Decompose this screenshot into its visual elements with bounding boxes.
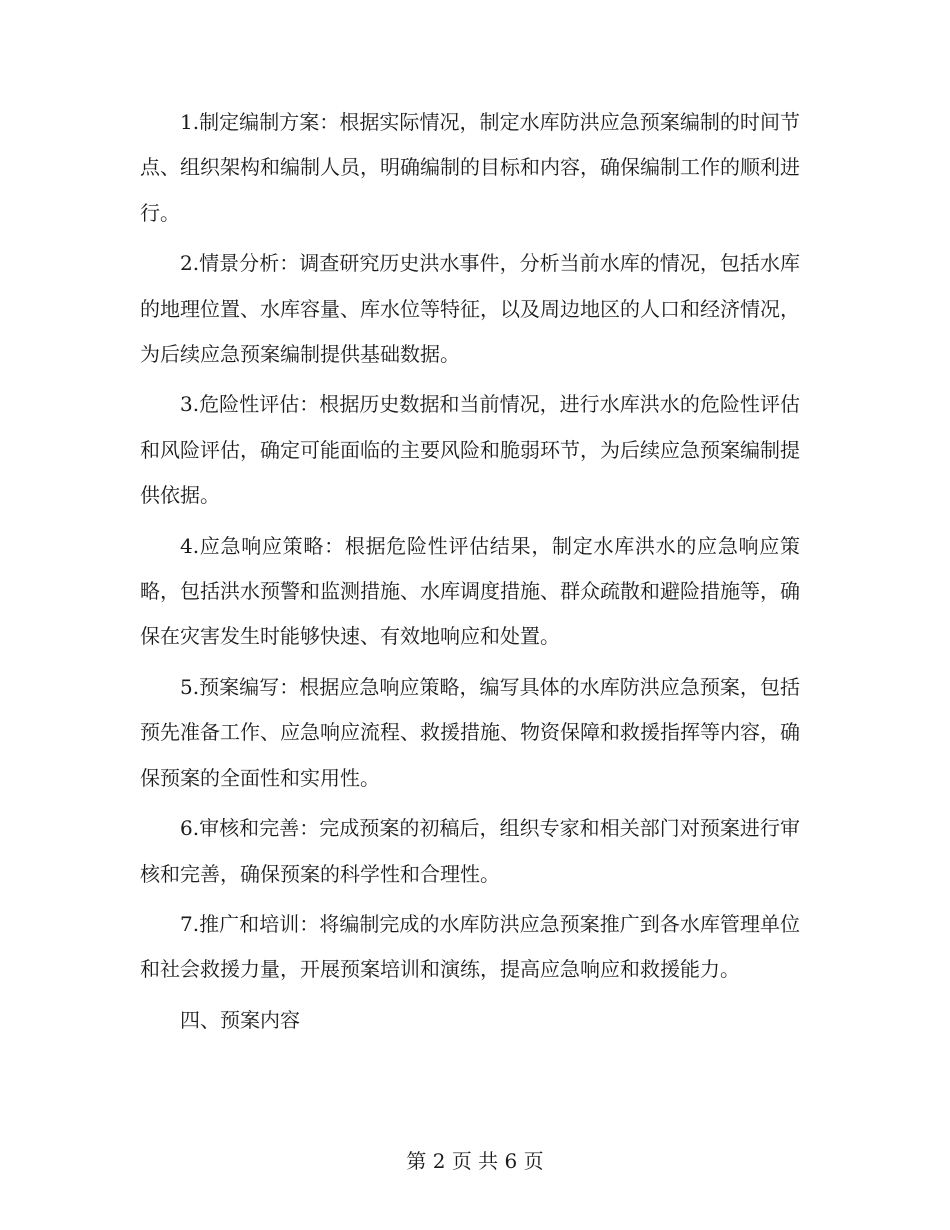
paragraph-step-3: 3.危险性评估：根据历史数据和当前情况，进行水库洪水的危险性评估和风险评估，确定可能面临的主要风险和脆弱环节，为后续应急预案编制提供依据。	[140, 392, 800, 508]
paragraph-step-4: 4.应急响应策略：根据危险性评估结果，制定水库洪水的应急响应策略，包括洪水预警和监测措施、水库调度措施、群众疏散和避险措施等，确保在灾害发生时能够快速、有效地响应和处置。	[140, 533, 800, 649]
document-body	[140, 100, 800, 1043]
paragraph-step-7: 7.推广和培训：将编制完成的水库防洪应急预案推广到各水库管理单位和社会救援力量，开展预案培训和演练，提高应急响应和救援能力。	[140, 911, 800, 982]
section-heading: 四、预案内容	[180, 1007, 300, 1032]
paragraph-step-1: 1.制定编制方案：根据实际情况，制定水库防洪应急预案编制的时间节点、组织架构和编制人员，明确编制的目标和内容，确保编制工作的顺利进行。	[140, 110, 800, 225]
paragraph-step-2: 2.情景分析：调查研究历史洪水事件，分析当前水库的情况，包括水库的地理位置、水库容量、库水位等特征，以及周边地区的人口和经济情况，为后续应急预案编制提供基础数据。	[140, 251, 800, 367]
page-number-footer: 第 2 页 共 6 页	[406, 1149, 544, 1173]
paragraph-step-5: 5.预案编写：根据应急响应策略，编写具体的水库防洪应急预案，包括预先准备工作、应急响应流程、救援措施、物资保障和救援指挥等内容，确保预案的全面性和实用性。	[140, 674, 800, 790]
paragraph-step-6: 6.审核和完善：完成预案的初稿后，组织专家和相关部门对预案进行审核和完善，确保预案的科学性和合理性。	[140, 816, 800, 886]
